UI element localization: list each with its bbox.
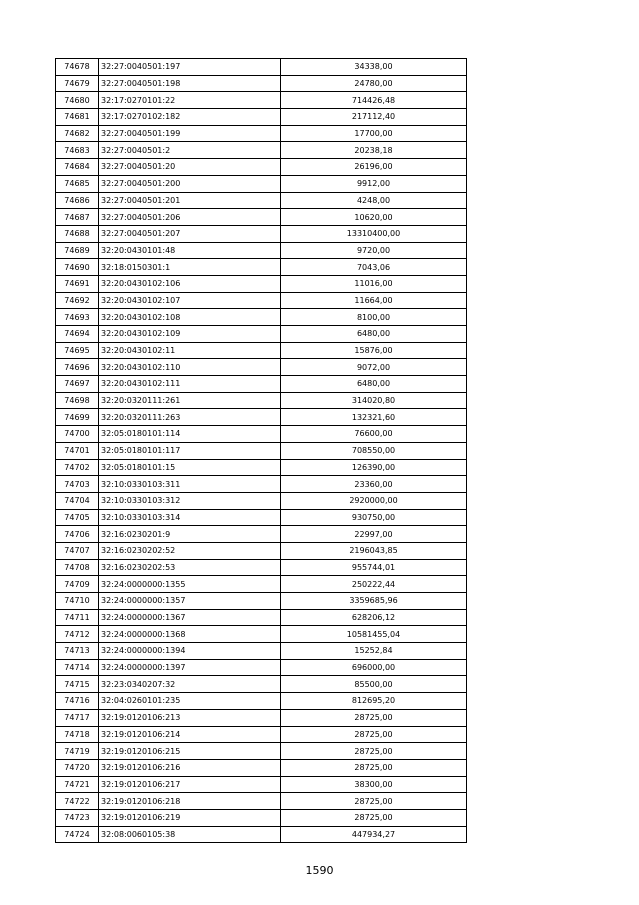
table-row — [56, 326, 467, 343]
table-row — [56, 159, 467, 176]
cadastral-number-cell: 32:17:0270101:22 — [99, 92, 281, 109]
value-cell: 24780,00 — [281, 75, 467, 92]
row-number-cell: 74716 — [56, 693, 99, 710]
value-cell: 6480,00 — [281, 326, 467, 343]
cadastral-number-cell: 32:19:0120106:215 — [99, 743, 281, 760]
table-row — [56, 459, 467, 476]
table-row — [56, 409, 467, 426]
row-number-cell: 74681 — [56, 109, 99, 126]
table-row — [56, 192, 467, 209]
row-number-cell: 74701 — [56, 442, 99, 459]
table-row — [56, 759, 467, 776]
value-cell: 696000,00 — [281, 659, 467, 676]
value-cell: 2196043,85 — [281, 542, 467, 559]
table-row — [56, 275, 467, 292]
value-cell: 812695,20 — [281, 693, 467, 710]
table-row — [56, 175, 467, 192]
table-row — [56, 693, 467, 710]
row-number-cell: 74708 — [56, 559, 99, 576]
cadastral-number-cell: 32:20:0430102:108 — [99, 309, 281, 326]
table-row — [56, 292, 467, 309]
row-number-cell: 74695 — [56, 342, 99, 359]
value-cell: 28725,00 — [281, 743, 467, 760]
value-cell: 628206,12 — [281, 609, 467, 626]
cadastral-number-cell: 32:05:0180101:117 — [99, 442, 281, 459]
table-row — [56, 659, 467, 676]
table-body — [56, 59, 467, 843]
value-cell: 28725,00 — [281, 709, 467, 726]
table-row — [56, 242, 467, 259]
cadastral-number-cell: 32:19:0120106:217 — [99, 776, 281, 793]
row-number-cell: 74710 — [56, 593, 99, 610]
cadastral-number-cell: 32:27:0040501:207 — [99, 225, 281, 242]
table-row — [56, 593, 467, 610]
cadastral-number-cell: 32:10:0330103:311 — [99, 476, 281, 493]
cadastral-number-cell: 32:08:0060105:38 — [99, 826, 281, 843]
cadastral-number-cell: 32:04:0260101:235 — [99, 693, 281, 710]
table-row — [56, 125, 467, 142]
table-row — [56, 225, 467, 242]
value-cell: 3359685,96 — [281, 593, 467, 610]
row-number-cell: 74689 — [56, 242, 99, 259]
cadastral-number-cell: 32:20:0430102:11 — [99, 342, 281, 359]
table-row — [56, 809, 467, 826]
cadastral-number-cell: 32:19:0120106:219 — [99, 809, 281, 826]
row-number-cell: 74691 — [56, 275, 99, 292]
table-row — [56, 442, 467, 459]
value-cell: 28725,00 — [281, 809, 467, 826]
cadastral-number-cell: 32:27:0040501:200 — [99, 175, 281, 192]
value-cell: 34338,00 — [281, 59, 467, 76]
cadastral-number-cell: 32:20:0430102:109 — [99, 326, 281, 343]
value-cell: 8100,00 — [281, 309, 467, 326]
row-number-cell: 74698 — [56, 392, 99, 409]
row-number-cell: 74706 — [56, 526, 99, 543]
cadastral-number-cell: 32:24:0000000:1355 — [99, 576, 281, 593]
cadastral-number-cell: 32:10:0330103:314 — [99, 509, 281, 526]
row-number-cell: 74680 — [56, 92, 99, 109]
row-number-cell: 74696 — [56, 359, 99, 376]
table-row — [56, 643, 467, 660]
row-number-cell: 74707 — [56, 542, 99, 559]
value-cell: 708550,00 — [281, 442, 467, 459]
row-number-cell: 74717 — [56, 709, 99, 726]
value-cell: 10581455,04 — [281, 626, 467, 643]
row-number-cell: 74702 — [56, 459, 99, 476]
value-cell: 9912,00 — [281, 175, 467, 192]
value-cell: 22997,00 — [281, 526, 467, 543]
table-row — [56, 309, 467, 326]
row-number-cell: 74688 — [56, 225, 99, 242]
value-cell: 15876,00 — [281, 342, 467, 359]
table-row — [56, 509, 467, 526]
row-number-cell: 74700 — [56, 426, 99, 443]
row-number-cell: 74703 — [56, 476, 99, 493]
row-number-cell: 74709 — [56, 576, 99, 593]
row-number-cell: 74723 — [56, 809, 99, 826]
value-cell: 7043,06 — [281, 259, 467, 276]
cadastral-number-cell: 32:05:0180101:114 — [99, 426, 281, 443]
row-number-cell: 74715 — [56, 676, 99, 693]
value-cell: 28725,00 — [281, 793, 467, 810]
value-cell: 9720,00 — [281, 242, 467, 259]
cadastral-number-cell: 32:27:0040501:2 — [99, 142, 281, 159]
row-number-cell: 74719 — [56, 743, 99, 760]
value-cell: 15252,84 — [281, 643, 467, 660]
value-cell: 6480,00 — [281, 376, 467, 393]
cadastral-number-cell: 32:10:0330103:312 — [99, 492, 281, 509]
cadastral-value-table — [55, 58, 467, 843]
table-row — [56, 626, 467, 643]
cadastral-number-cell: 32:20:0430101:48 — [99, 242, 281, 259]
cadastral-number-cell: 32:18:0150301:1 — [99, 259, 281, 276]
page-number: 1590 — [305, 864, 334, 877]
value-cell: 9072,00 — [281, 359, 467, 376]
cadastral-number-cell: 32:20:0320111:263 — [99, 409, 281, 426]
cadastral-number-cell: 32:20:0430102:107 — [99, 292, 281, 309]
table-row — [56, 209, 467, 226]
value-cell: 4248,00 — [281, 192, 467, 209]
value-cell: 955744,01 — [281, 559, 467, 576]
cadastral-number-cell: 32:24:0000000:1367 — [99, 609, 281, 626]
cadastral-number-cell: 32:27:0040501:20 — [99, 159, 281, 176]
table-row — [56, 142, 467, 159]
value-cell: 13310400,00 — [281, 225, 467, 242]
cadastral-number-cell: 32:17:0270102:182 — [99, 109, 281, 126]
row-number-cell: 74714 — [56, 659, 99, 676]
value-cell: 126390,00 — [281, 459, 467, 476]
value-cell: 10620,00 — [281, 209, 467, 226]
row-number-cell: 74678 — [56, 59, 99, 76]
row-number-cell: 74687 — [56, 209, 99, 226]
cadastral-number-cell: 32:16:0230201:9 — [99, 526, 281, 543]
table-row — [56, 776, 467, 793]
cadastral-number-cell: 32:23:0340207:32 — [99, 676, 281, 693]
row-number-cell: 74693 — [56, 309, 99, 326]
cadastral-number-cell: 32:27:0040501:197 — [99, 59, 281, 76]
cadastral-number-cell: 32:19:0120106:214 — [99, 726, 281, 743]
table-row — [56, 609, 467, 626]
value-cell: 132321,60 — [281, 409, 467, 426]
cadastral-number-cell: 32:24:0000000:1394 — [99, 643, 281, 660]
row-number-cell: 74704 — [56, 492, 99, 509]
cadastral-number-cell: 32:24:0000000:1357 — [99, 593, 281, 610]
row-number-cell: 74722 — [56, 793, 99, 810]
cadastral-number-cell: 32:24:0000000:1397 — [99, 659, 281, 676]
table-row — [56, 793, 467, 810]
value-cell: 217112,40 — [281, 109, 467, 126]
value-cell: 11664,00 — [281, 292, 467, 309]
row-number-cell: 74685 — [56, 175, 99, 192]
value-cell: 714426,48 — [281, 92, 467, 109]
cadastral-number-cell: 32:27:0040501:201 — [99, 192, 281, 209]
row-number-cell: 74713 — [56, 643, 99, 660]
cadastral-number-cell: 32:20:0430102:110 — [99, 359, 281, 376]
row-number-cell: 74699 — [56, 409, 99, 426]
table-row — [56, 826, 467, 843]
table-row — [56, 75, 467, 92]
table-row — [56, 259, 467, 276]
table-row — [56, 476, 467, 493]
row-number-cell: 74690 — [56, 259, 99, 276]
value-cell: 28725,00 — [281, 726, 467, 743]
cadastral-number-cell: 32:20:0430102:106 — [99, 275, 281, 292]
table-row — [56, 342, 467, 359]
value-cell: 11016,00 — [281, 275, 467, 292]
row-number-cell: 74712 — [56, 626, 99, 643]
row-number-cell: 74679 — [56, 75, 99, 92]
cadastral-number-cell: 32:27:0040501:206 — [99, 209, 281, 226]
cadastral-number-cell: 32:24:0000000:1368 — [99, 626, 281, 643]
value-cell: 314020,80 — [281, 392, 467, 409]
table-row — [56, 709, 467, 726]
cadastral-number-cell: 32:20:0320111:261 — [99, 392, 281, 409]
cadastral-number-cell: 32:16:0230202:52 — [99, 542, 281, 559]
table-row — [56, 109, 467, 126]
table-row — [56, 743, 467, 760]
value-cell: 85500,00 — [281, 676, 467, 693]
table-row — [56, 576, 467, 593]
table-row — [56, 59, 467, 76]
cadastral-number-cell: 32:19:0120106:218 — [99, 793, 281, 810]
table-row — [56, 392, 467, 409]
cadastral-number-cell: 32:19:0120106:213 — [99, 709, 281, 726]
table-row — [56, 492, 467, 509]
table-row — [56, 542, 467, 559]
value-cell: 28725,00 — [281, 759, 467, 776]
row-number-cell: 74711 — [56, 609, 99, 626]
value-cell: 76600,00 — [281, 426, 467, 443]
cadastral-number-cell: 32:20:0430102:111 — [99, 376, 281, 393]
table-row — [56, 359, 467, 376]
table-row — [56, 676, 467, 693]
row-number-cell: 74684 — [56, 159, 99, 176]
cadastral-number-cell: 32:27:0040501:199 — [99, 125, 281, 142]
table-row — [56, 726, 467, 743]
row-number-cell: 74682 — [56, 125, 99, 142]
table-row — [56, 92, 467, 109]
row-number-cell: 74721 — [56, 776, 99, 793]
cadastral-number-cell: 32:27:0040501:198 — [99, 75, 281, 92]
row-number-cell: 74720 — [56, 759, 99, 776]
row-number-cell: 74718 — [56, 726, 99, 743]
table-row — [56, 426, 467, 443]
table-row — [56, 526, 467, 543]
value-cell: 20238,18 — [281, 142, 467, 159]
row-number-cell: 74705 — [56, 509, 99, 526]
row-number-cell: 74686 — [56, 192, 99, 209]
row-number-cell: 74724 — [56, 826, 99, 843]
value-cell: 2920000,00 — [281, 492, 467, 509]
value-cell: 26196,00 — [281, 159, 467, 176]
value-cell: 250222,44 — [281, 576, 467, 593]
value-cell: 23360,00 — [281, 476, 467, 493]
row-number-cell: 74697 — [56, 376, 99, 393]
cadastral-number-cell: 32:16:0230202:53 — [99, 559, 281, 576]
value-cell: 17700,00 — [281, 125, 467, 142]
row-number-cell: 74692 — [56, 292, 99, 309]
value-cell: 38300,00 — [281, 776, 467, 793]
row-number-cell: 74694 — [56, 326, 99, 343]
cadastral-number-cell: 32:05:0180101:15 — [99, 459, 281, 476]
value-cell: 447934,27 — [281, 826, 467, 843]
table-row — [56, 559, 467, 576]
row-number-cell: 74683 — [56, 142, 99, 159]
value-cell: 930750,00 — [281, 509, 467, 526]
cadastral-number-cell: 32:19:0120106:216 — [99, 759, 281, 776]
table-row — [56, 376, 467, 393]
